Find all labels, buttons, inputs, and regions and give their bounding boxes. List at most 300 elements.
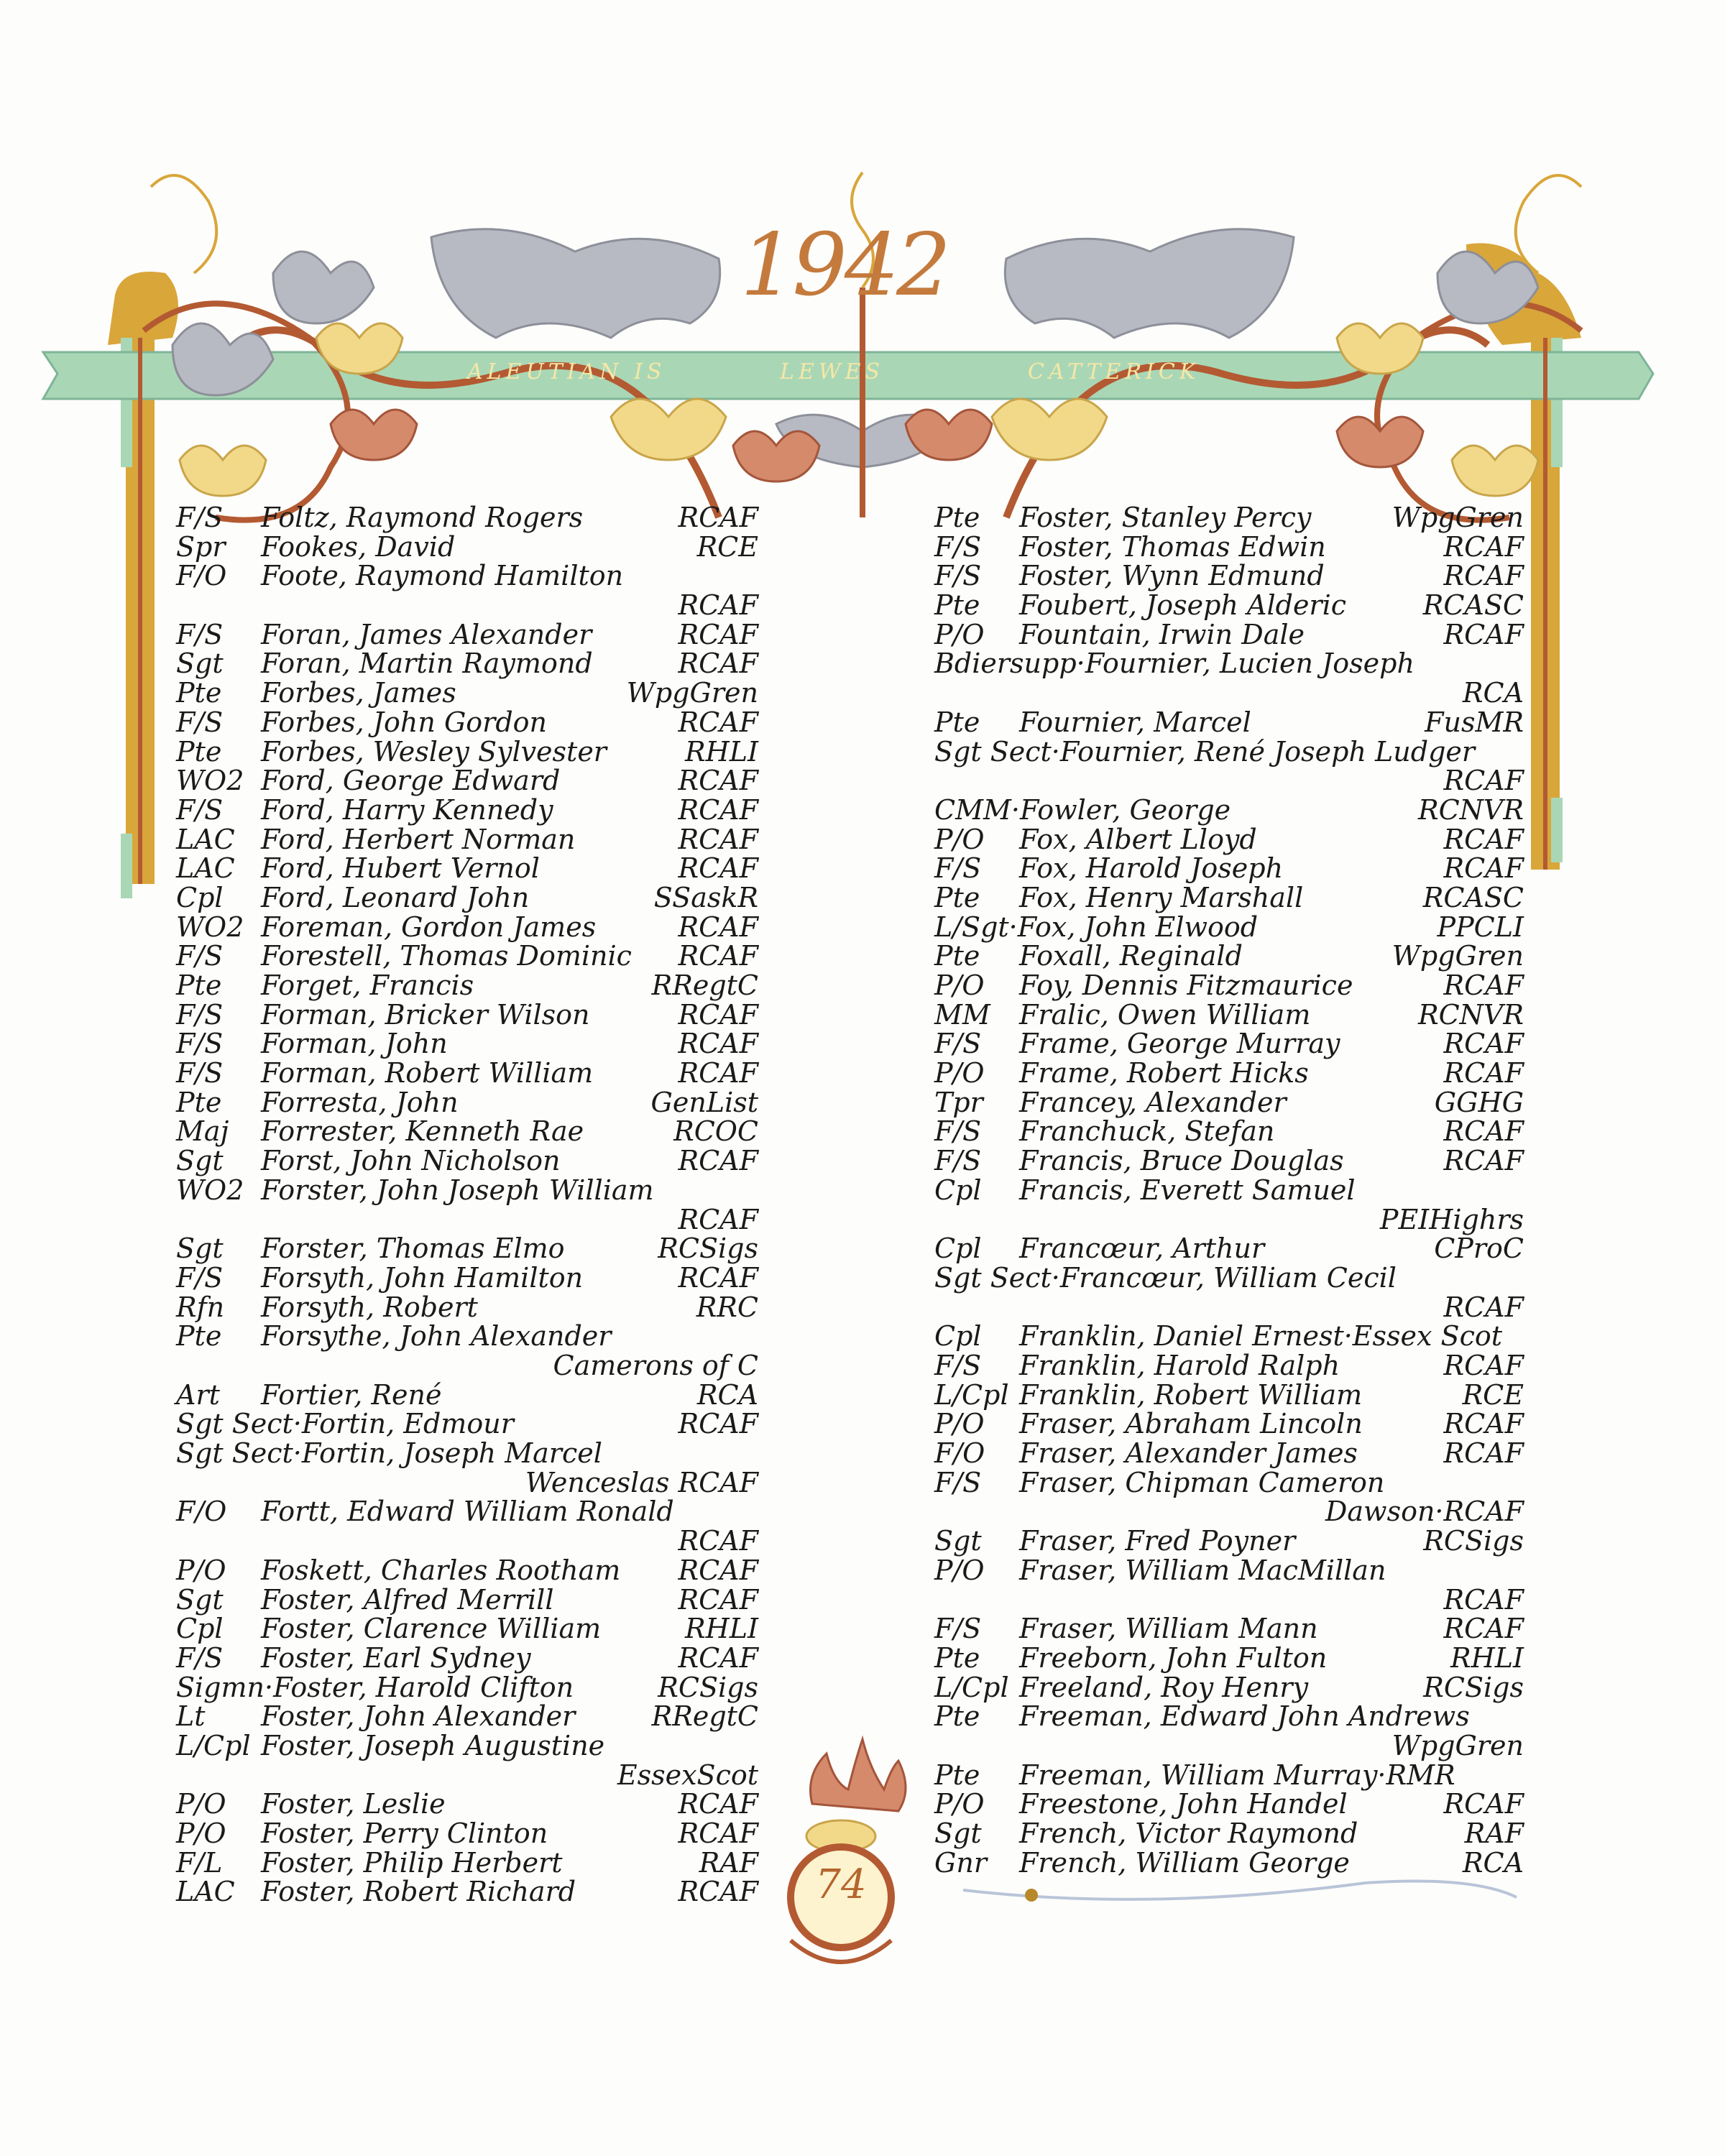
roll-entry	[934, 1322, 1524, 1351]
entry-rank: Sgt	[176, 1233, 224, 1265]
entry-unit: RCAF	[678, 765, 758, 797]
entry-unit: RCAF	[678, 1057, 758, 1089]
entry-name: Foltz, Raymond Rogers	[261, 502, 584, 533]
entry-name: Ford, Herbert Norman	[261, 823, 576, 855]
entry-name: Foster, Leslie	[261, 1788, 446, 1820]
entry-name: Foster, Thomas Edwin	[1019, 530, 1326, 563]
entry-rank: Sgt	[176, 1583, 224, 1616]
entry-rank: Sgt	[176, 648, 224, 680]
roll-entry	[176, 971, 758, 1000]
roll-entry	[176, 1378, 758, 1411]
entry-rank: F/S	[934, 1115, 982, 1148]
roll-entry	[176, 1088, 758, 1118]
entry-rank: F/S	[934, 852, 982, 885]
entry-unit: RRegtC	[651, 1700, 758, 1733]
entry-unit: RCAF	[1443, 1350, 1524, 1381]
roll-entry	[934, 1789, 1524, 1819]
entry-name: Forsythe, John Alexander	[261, 1320, 612, 1353]
entry-unit: SSaskR	[653, 881, 758, 913]
entry-rank: LAC	[176, 823, 235, 855]
entry-name: Ford, Harry Kennedy	[261, 793, 553, 826]
entry-name: L/Sgt·Fox, John Elwood	[934, 911, 1259, 943]
entry-unit: RCAF	[1443, 1613, 1524, 1645]
entry-rank: F/S	[176, 1057, 224, 1089]
entry-rank: Pte	[934, 881, 980, 913]
entry-unit: RCNVR	[1418, 793, 1524, 826]
left-acanthus-leaf	[431, 229, 720, 338]
entry-rank: F/S	[176, 940, 224, 972]
entry-rank: Pte	[176, 1320, 222, 1353]
entry-unit: RCAF	[1443, 560, 1524, 592]
roll-entry	[934, 1351, 1524, 1381]
entry-rank: F/S	[176, 998, 224, 1031]
entry-cont: RCAF	[678, 1203, 758, 1235]
roll-entry	[934, 825, 1524, 854]
entry-unit: RCAF	[678, 1583, 758, 1616]
entry-unit: RAF	[1464, 1818, 1524, 1850]
entry-unit: CProC	[1434, 1233, 1524, 1265]
entry-name: Fournier, Marcel	[1019, 706, 1251, 738]
roll-entry	[934, 1848, 1524, 1878]
entry-name: Foran, James Alexander	[261, 618, 592, 650]
entry-rank: F/S	[176, 1028, 224, 1060]
entry-unit: RCAF	[678, 502, 758, 533]
entry-cont: RCAF	[1443, 1291, 1524, 1323]
entry-unit: RHLI	[685, 735, 758, 768]
entry-rank: F/S	[934, 1350, 982, 1381]
roll-entry	[934, 1088, 1524, 1118]
roll-entry	[934, 591, 1524, 620]
entry-unit: RCAF	[678, 998, 758, 1031]
entry-name: Forbes, James	[261, 677, 456, 709]
roll-entry	[176, 1848, 758, 1878]
roll-entry	[934, 971, 1524, 1000]
entry-name: Ford, Hubert Vernol	[261, 852, 540, 885]
entry-name: Forbes, John Gordon	[261, 706, 548, 738]
entry-rank: Sgt	[934, 1525, 982, 1557]
roll-entry	[176, 766, 758, 796]
entry-rank: L/Cpl	[176, 1729, 251, 1761]
roll-entry	[176, 1059, 758, 1088]
roll-entry	[176, 560, 758, 622]
entry-name: Foster, John Alexander	[261, 1700, 576, 1733]
entry-unit: RCNVR	[1418, 998, 1524, 1031]
entry-name: CMM·Fowler, George	[934, 793, 1231, 826]
roll-entry	[176, 1146, 758, 1176]
entry-rank: Pte	[934, 1641, 980, 1674]
entry-rank: L/Cpl	[934, 1378, 1009, 1411]
roll-entry	[934, 1468, 1524, 1526]
entry-name: Fortt, Edward William Ronald	[261, 1496, 674, 1528]
entry-unit: RCAF	[1443, 530, 1524, 563]
entry-unit: RCA	[1462, 1846, 1524, 1879]
entry-name: Forsyth, John Hamilton	[261, 1261, 584, 1294]
roll-entry	[176, 1439, 758, 1497]
roll-entry	[176, 1673, 758, 1703]
entry-unit: RCSigs	[658, 1671, 758, 1703]
roll-entry	[934, 1117, 1524, 1146]
roll-entry	[934, 1059, 1524, 1088]
entry-unit: RCAF	[678, 1145, 758, 1177]
entry-rank: Cpl	[934, 1174, 982, 1206]
entry-rank: Pte	[176, 1086, 222, 1118]
entry-name: Foran, Martin Raymond	[261, 648, 593, 680]
roll-entry	[176, 1409, 758, 1439]
entry-unit: WpgGren	[1392, 940, 1524, 972]
entry-name: Freeman, William Murray·RMR	[1019, 1759, 1455, 1791]
entry-name: Sgt Sect·Fortin, Joseph Marcel	[176, 1437, 602, 1470]
entry-rank: P/O	[176, 1818, 226, 1850]
entry-rank: P/O	[934, 1788, 985, 1820]
entry-name: Fraser, Chipman Cameron	[1019, 1466, 1385, 1498]
entry-name: Fountain, Irwin Dale	[1019, 618, 1305, 650]
entry-rank: Pte	[934, 940, 980, 972]
entry-name: Sgt Sect·Fortin, Edmour	[176, 1408, 514, 1440]
entry-name: Fraser, Alexander James	[1019, 1437, 1358, 1470]
roll-entry	[176, 1789, 758, 1819]
page-number: 74	[815, 1861, 867, 1908]
entry-name: Ford, George Edward	[261, 765, 561, 797]
entry-rank: Rfn	[176, 1291, 225, 1323]
entry-rank: Cpl	[934, 1320, 982, 1353]
roll-entry	[176, 1614, 758, 1644]
roll-entry	[934, 1673, 1524, 1703]
entry-rank: WO2	[176, 911, 244, 943]
entry-rank: P/O	[176, 1554, 226, 1586]
entry-rank: Pte	[934, 706, 980, 738]
page-number-medallion	[791, 1739, 906, 1962]
entry-name: Freestone, John Handel	[1019, 1788, 1348, 1820]
roll-entry	[176, 678, 758, 708]
roll-entry	[176, 649, 758, 678]
entry-rank: Pte	[176, 735, 222, 768]
entry-rank: Sgt	[176, 1145, 224, 1177]
entry-name: Freeman, Edward John Andrews	[1019, 1700, 1470, 1733]
entry-unit: RAF	[699, 1846, 758, 1879]
entry-rank: Spr	[176, 530, 226, 563]
entry-rank: F/S	[934, 1613, 982, 1645]
roll-entry	[934, 1614, 1524, 1644]
roll-entry	[176, 530, 758, 563]
entry-name: Sigmn·Foster, Harold Clifton	[176, 1671, 574, 1703]
entry-name: Forman, Robert William	[261, 1057, 594, 1089]
entry-unit: RCAF	[678, 706, 758, 738]
entry-rank: L/Cpl	[934, 1671, 1009, 1703]
entry-name: Fraser, Fred Poyner	[1019, 1525, 1296, 1557]
roll-entry	[176, 1556, 758, 1585]
roll-entry	[934, 530, 1524, 563]
entry-rank: P/O	[934, 1554, 985, 1586]
entry-name: Forresta, John	[261, 1086, 459, 1118]
entry-name: Foster, Wynn Edmund	[1019, 560, 1325, 592]
entry-name: Francis, Everett Samuel	[1019, 1174, 1356, 1206]
roll-entry	[176, 1819, 758, 1848]
entry-name: Frame, George Murray	[1019, 1028, 1340, 1060]
entry-unit: RCAF	[678, 648, 758, 680]
entry-unit: RCAF	[678, 1788, 758, 1820]
entry-name: Foster, Alfred Merrill	[261, 1583, 554, 1616]
entry-name: Forget, Francis	[261, 969, 474, 1002]
entry-rank: Cpl	[176, 881, 224, 913]
entry-name: Sgt Sect·Francœur, William Cecil	[934, 1261, 1397, 1294]
entry-name: Foote, Raymond Hamilton	[261, 560, 624, 592]
entry-unit: RCAF	[1443, 1788, 1524, 1820]
entry-name: Forrester, Kenneth Rae	[261, 1115, 584, 1148]
entry-unit: RCAF	[1443, 1057, 1524, 1089]
entry-name: Franklin, Harold Ralph	[1019, 1350, 1340, 1381]
entry-unit: RCAF	[678, 823, 758, 855]
entry-name: Foster, Robert Richard	[261, 1876, 576, 1908]
roll-entry	[934, 1146, 1524, 1176]
roll-entry	[934, 737, 1524, 796]
roll-entry	[934, 1526, 1524, 1556]
entry-name: Frame, Robert Hicks	[1019, 1057, 1309, 1089]
entry-unit: RCSigs	[658, 1233, 758, 1265]
entry-unit: RCAF	[1443, 1437, 1524, 1470]
entry-name: Foster, Earl Sydney	[261, 1641, 531, 1674]
entry-cont: RCAF	[678, 589, 758, 622]
entry-rank: F/S	[934, 1028, 982, 1060]
entry-name: Foster, Joseph Augustine	[261, 1729, 605, 1761]
roll-entry	[934, 1234, 1524, 1263]
entry-rank: LAC	[176, 852, 235, 885]
entry-unit: RCAF	[1443, 1145, 1524, 1177]
entry-name: Franklin, Robert William	[1019, 1378, 1363, 1411]
roll-entry	[176, 1702, 758, 1731]
roll-entry	[934, 503, 1524, 533]
roll-entry	[934, 1641, 1524, 1674]
left-roll-column	[176, 503, 758, 1907]
roll-entry	[934, 561, 1524, 591]
entry-unit: GGHG	[1434, 1086, 1524, 1118]
entry-rank: F/S	[934, 1466, 982, 1498]
roll-entry	[176, 1176, 758, 1234]
entry-rank: P/O	[176, 1788, 226, 1820]
roll-entry	[176, 1877, 758, 1907]
roll-entry	[934, 1176, 1524, 1234]
entry-rank: P/O	[934, 1057, 985, 1089]
roll-entry	[934, 793, 1524, 826]
roll-entry	[176, 503, 758, 533]
entry-name: Fraser, William Mann	[1019, 1613, 1318, 1645]
entry-unit: RCE	[696, 530, 758, 563]
entry-rank: P/O	[934, 823, 985, 855]
roll-entry	[934, 1702, 1524, 1760]
entry-rank: Pte	[176, 969, 222, 1002]
entry-cont: Camerons of C	[553, 1349, 758, 1381]
entry-name: Sgt Sect·Fournier, René Joseph Ludger	[934, 735, 1476, 768]
roll-entry	[934, 708, 1524, 737]
entry-name: French, Victor Raymond	[1019, 1818, 1358, 1850]
entry-rank: F/S	[176, 706, 224, 738]
entry-unit: RCAF	[1443, 1115, 1524, 1148]
entry-name: Ford, Leonard John	[261, 881, 530, 913]
roll-entry	[176, 1585, 758, 1615]
entry-name: Franklin, Daniel Ernest·Essex Scot	[1019, 1320, 1503, 1353]
entry-cont: Wenceslas RCAF	[525, 1466, 758, 1498]
entry-unit: RRegtC	[651, 969, 758, 1002]
entry-name: Forbes, Wesley Sylvester	[261, 735, 607, 768]
year-heading: 1942	[740, 216, 949, 315]
entry-cont: EssexScot	[617, 1759, 758, 1791]
roll-entry	[934, 1556, 1524, 1614]
entry-rank: F/L	[176, 1846, 223, 1879]
entry-rank: F/O	[934, 1437, 985, 1470]
roll-entry	[176, 1322, 758, 1380]
entry-rank: MM	[934, 998, 990, 1031]
entry-rank: WO2	[176, 765, 244, 797]
entry-name: Forsyth, Robert	[261, 1291, 478, 1323]
roll-entry	[176, 913, 758, 942]
entry-unit: RCE	[1462, 1378, 1524, 1411]
roll-entry	[934, 1263, 1524, 1322]
entry-name: Fralic, Owen William	[1019, 998, 1311, 1031]
entry-unit: RHLI	[685, 1613, 758, 1645]
entry-name: Foxall, Reginald	[1019, 940, 1243, 972]
entry-name: Forestell, Thomas Dominic	[261, 940, 632, 972]
entry-name: Foskett, Charles Rootham	[261, 1554, 621, 1586]
left-gold-cap	[108, 272, 178, 345]
entry-rank: Cpl	[934, 1233, 982, 1265]
entry-unit: RCAF	[678, 1261, 758, 1294]
entry-name: Fookes, David	[261, 530, 456, 563]
entry-unit: RCAF	[678, 911, 758, 943]
entry-name: Freeland, Roy Henry	[1019, 1671, 1309, 1703]
entry-cont: WpgGren	[1392, 1729, 1524, 1761]
entry-name: Francey, Alexander	[1019, 1086, 1287, 1118]
entry-name: Fraser, Abraham Lincoln	[1019, 1408, 1363, 1440]
entry-rank: F/S	[934, 1145, 982, 1177]
entry-name: Franchuck, Stefan	[1019, 1115, 1275, 1148]
roll-entry	[176, 825, 758, 854]
entry-name: Bdiersupp·Fournier, Lucien Joseph	[934, 648, 1414, 680]
entry-unit: RCAF	[678, 618, 758, 650]
entry-unit: RCAF	[1443, 852, 1524, 885]
entry-rank: F/S	[176, 502, 224, 533]
entry-name: Forster, Thomas Elmo	[261, 1233, 565, 1265]
roll-entry	[176, 1293, 758, 1322]
roll-entry	[176, 941, 758, 971]
banner-label-lewes: LEWES	[780, 359, 885, 384]
entry-rank: F/S	[176, 1261, 224, 1294]
entry-rank: F/O	[176, 1496, 227, 1528]
entry-unit: RCAF	[678, 852, 758, 885]
entry-cont: RCA	[1462, 677, 1524, 709]
entry-name: Freeborn, John Fulton	[1019, 1641, 1328, 1674]
entry-name: Foster, Clarence William	[261, 1613, 602, 1645]
roll-entry	[934, 1409, 1524, 1439]
roll-entry	[934, 1029, 1524, 1059]
entry-unit: RCAF	[1443, 1408, 1524, 1440]
entry-cont: RCAF	[1443, 765, 1524, 797]
roll-entry	[176, 1029, 758, 1059]
entry-unit: WpgGren	[626, 677, 758, 709]
roll-entry	[176, 1234, 758, 1263]
roll-entry	[934, 620, 1524, 650]
entry-rank: Lt	[176, 1700, 206, 1733]
roll-entry	[934, 1439, 1524, 1468]
entry-unit: RCAF	[1443, 1028, 1524, 1060]
entry-unit: RHLI	[1450, 1641, 1524, 1674]
entry-name: Fox, Albert Lloyd	[1019, 823, 1257, 855]
entry-unit: RCSigs	[1423, 1525, 1524, 1557]
entry-name: Francœur, Arthur	[1019, 1233, 1265, 1265]
entry-unit: GenList	[650, 1086, 758, 1118]
roll-entry	[934, 1378, 1524, 1411]
roll-entry	[176, 793, 758, 826]
entry-unit: WpgGren	[1392, 502, 1524, 533]
roll-entry	[934, 941, 1524, 971]
roll-entry	[176, 1497, 758, 1555]
entry-name: Foreman, Gordon James	[261, 911, 597, 943]
banner-label-aleutian: ALEUTIAN IS	[467, 359, 666, 384]
roll-entry	[176, 1641, 758, 1674]
entry-unit: RCAF	[678, 1028, 758, 1060]
roll-entry	[176, 883, 758, 913]
grey-leaf	[273, 252, 374, 323]
roll-entry	[934, 1819, 1524, 1848]
roll-entry	[934, 1000, 1524, 1030]
entry-unit: RCAF	[678, 1641, 758, 1674]
entry-unit: RCAF	[1443, 823, 1524, 855]
right-acanthus-leaf	[1005, 229, 1294, 338]
entry-cont: RCAF	[678, 1525, 758, 1557]
roll-entry	[934, 649, 1524, 707]
entry-name: French, William George	[1019, 1846, 1350, 1879]
entry-rank: Art	[176, 1378, 220, 1411]
entry-name: Fraser, William MacMillan	[1019, 1554, 1386, 1586]
entry-rank: Gnr	[934, 1846, 987, 1879]
entry-rank: LAC	[176, 1876, 235, 1908]
roll-entry	[176, 1117, 758, 1146]
entry-rank: F/S	[176, 1641, 224, 1674]
entry-unit: RCAF	[678, 793, 758, 826]
entry-rank: P/O	[934, 1408, 985, 1440]
entry-name: Foster, Philip Herbert	[261, 1846, 563, 1879]
roll-entry	[176, 854, 758, 883]
roll-entry	[176, 1000, 758, 1030]
entry-unit: RCAF	[1443, 969, 1524, 1002]
entry-unit: RCAF	[678, 940, 758, 972]
roll-entry	[176, 708, 758, 737]
entry-rank: F/S	[176, 793, 224, 826]
entry-name: Foubert, Joseph Alderic	[1019, 589, 1347, 622]
right-roll-column	[934, 503, 1524, 1877]
entry-name: Francis, Bruce Douglas	[1019, 1145, 1344, 1177]
entry-rank: F/O	[176, 560, 227, 592]
roll-entry	[176, 737, 758, 767]
entry-name: Fox, Henry Marshall	[1019, 881, 1304, 913]
entry-unit: RCAF	[678, 1408, 758, 1440]
entry-rank: Pte	[934, 502, 980, 533]
entry-rank: Pte	[934, 1759, 980, 1791]
rose-leaf	[331, 410, 417, 460]
banner-label-catterick: CATTERICK	[1028, 359, 1200, 384]
entry-name: Foy, Dennis Fitzmaurice	[1019, 969, 1353, 1002]
entry-rank: F/S	[176, 618, 224, 650]
entry-unit: RCAF	[1443, 618, 1524, 650]
entry-cont: Dawson·RCAF	[1325, 1496, 1524, 1528]
entry-name: Forster, John Joseph William	[261, 1174, 654, 1206]
entry-unit: RCAF	[678, 1818, 758, 1850]
entry-name: Forst, John Nicholson	[261, 1145, 561, 1177]
entry-rank: F/S	[934, 530, 982, 563]
entry-rank: Cpl	[176, 1613, 224, 1645]
entry-rank: WO2	[176, 1174, 244, 1206]
entry-rank: Pte	[176, 677, 222, 709]
entry-unit: RCOC	[673, 1115, 758, 1148]
entry-rank: Pte	[934, 589, 980, 622]
